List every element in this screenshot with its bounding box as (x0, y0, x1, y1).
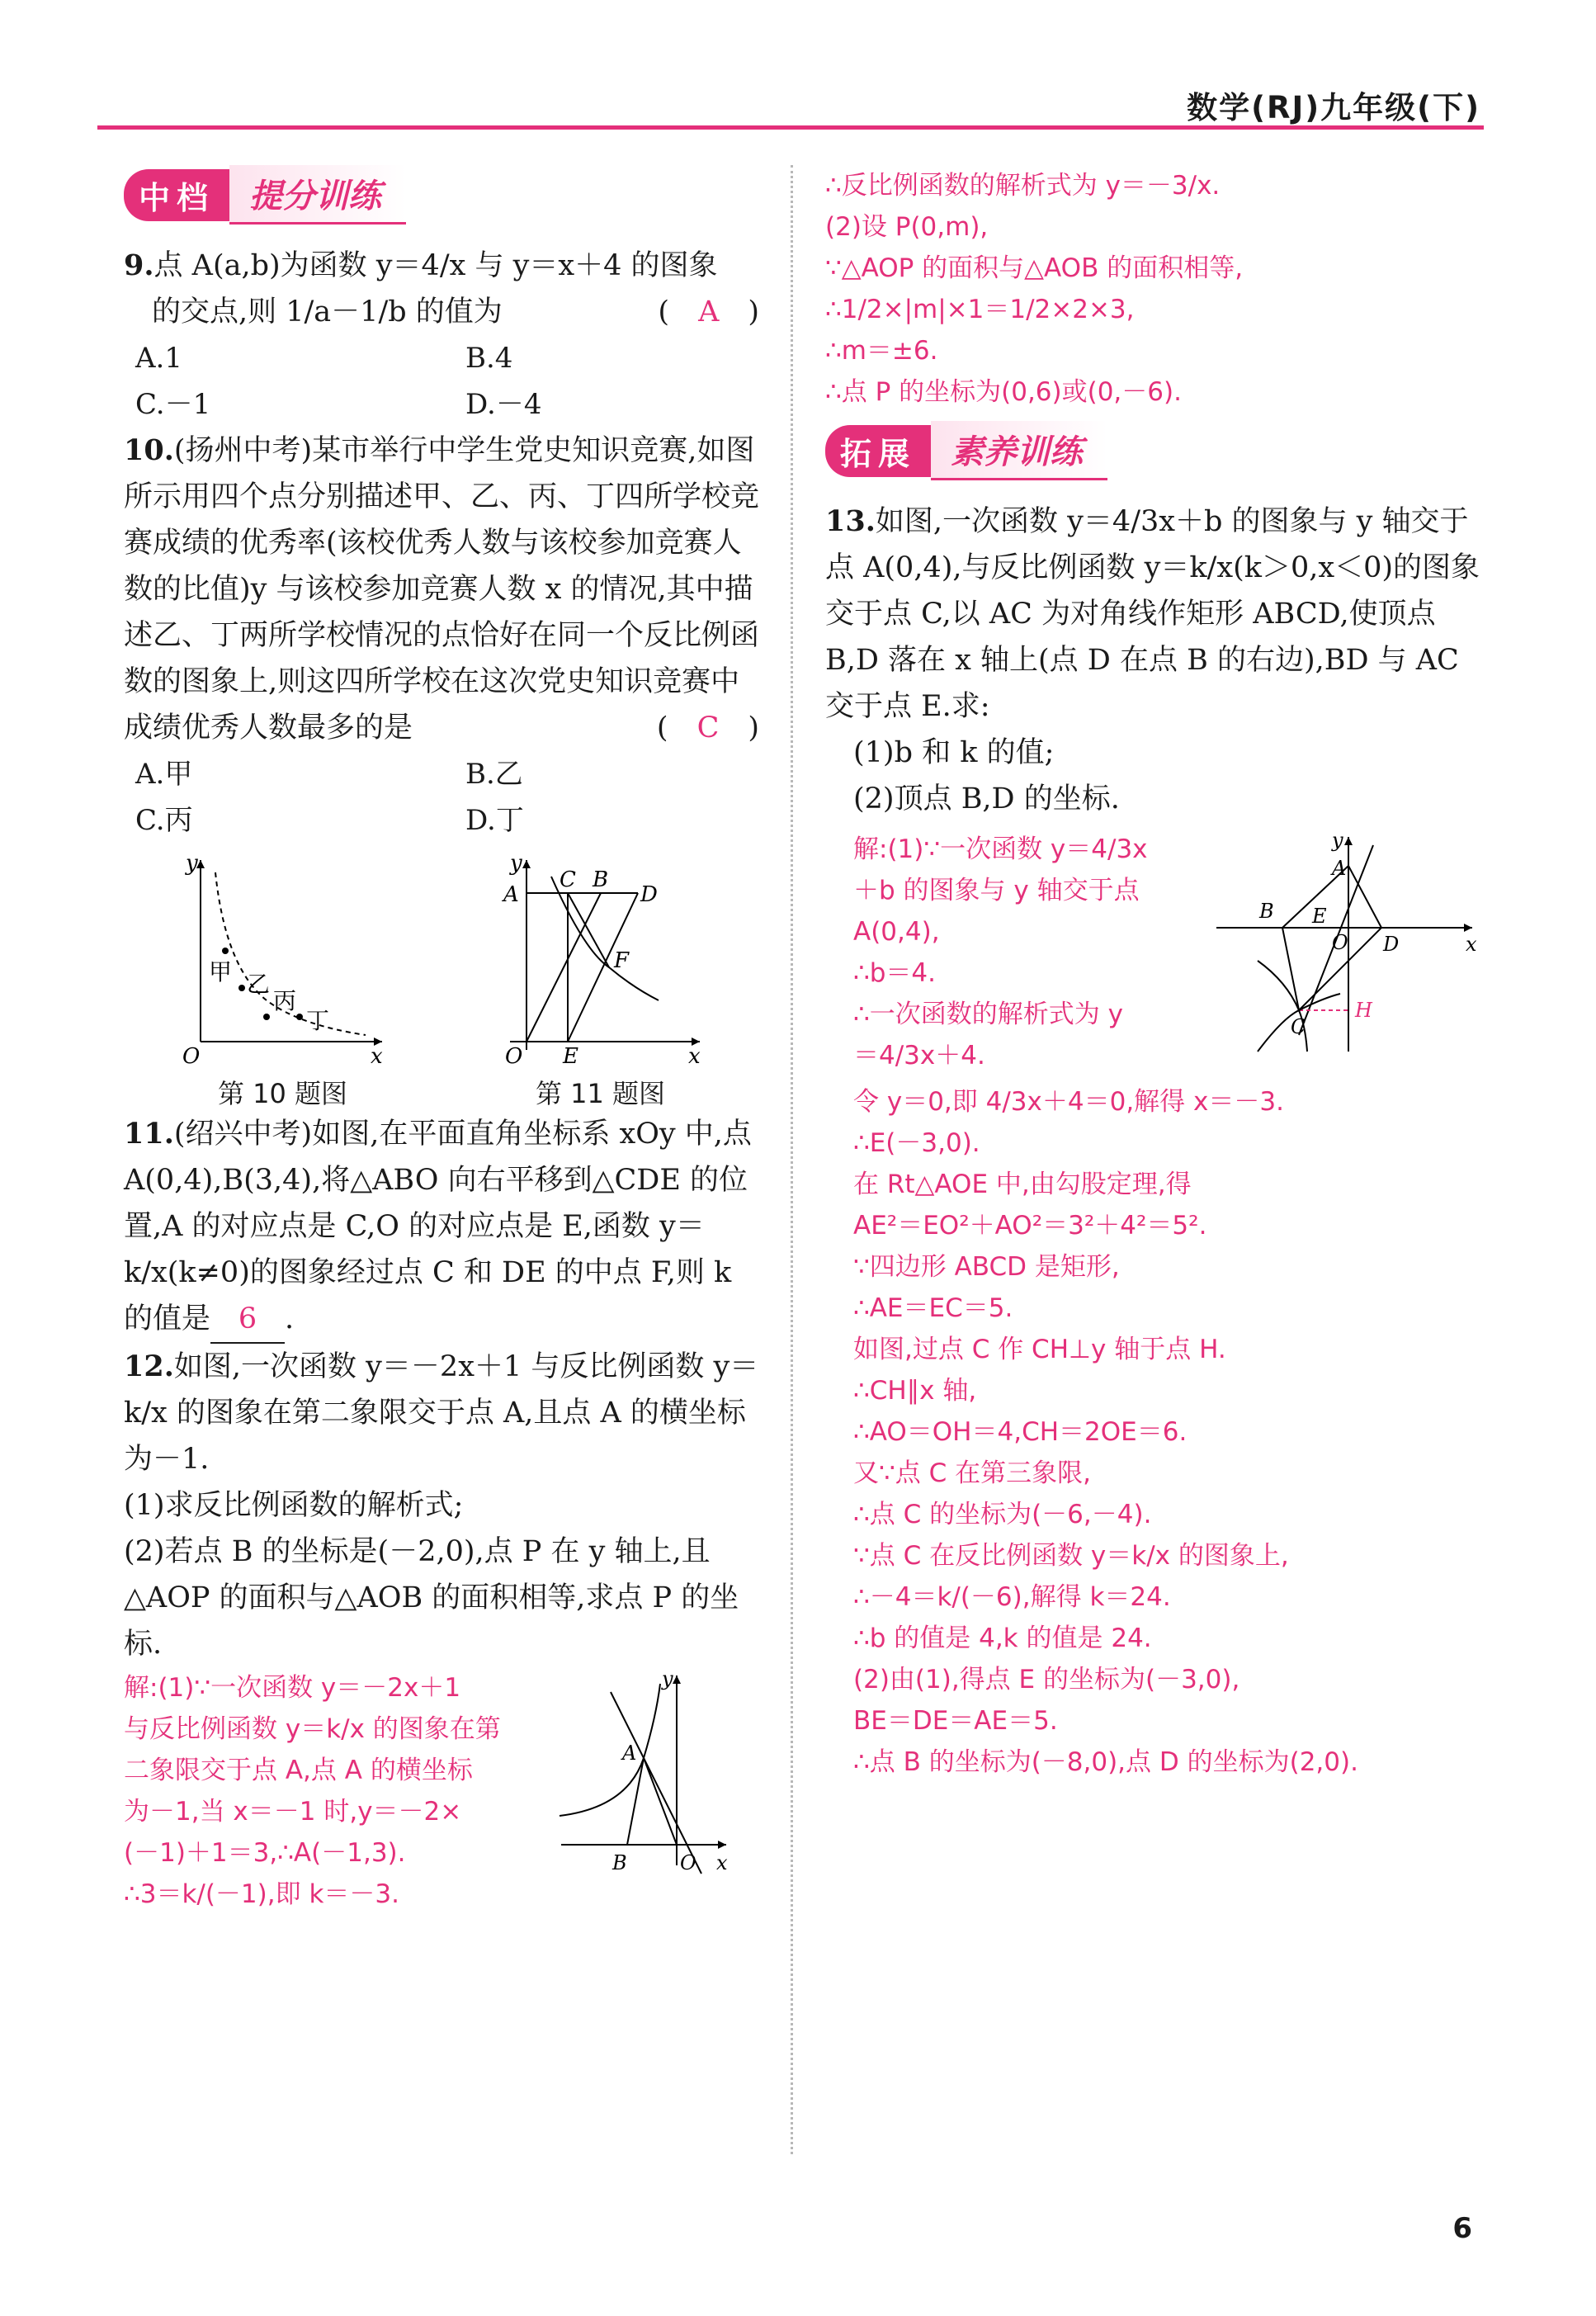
section-title: 素养训练 (931, 421, 1107, 480)
question-part-2: (2)顶点 B,D 的坐标. (853, 782, 1120, 815)
svg-text:A: A (622, 1742, 637, 1765)
solution-line: 解:(1)∵一次函数 y＝－2x＋1 (124, 1673, 461, 1703)
question-10 (124, 428, 759, 844)
period: . (285, 1302, 295, 1335)
solution-line: ∴b＝4. (853, 958, 936, 988)
solution-line: ∵△AOP 的面积与△AOB 的面积相等, (825, 253, 1244, 283)
solution-line: ∴1/2×|m|×1＝1/2×2×3, (825, 295, 1135, 324)
solution-continuation (825, 1081, 1485, 1783)
svg-text:B: B (1259, 900, 1274, 923)
choice-d: D.－4 (465, 388, 542, 421)
left-column (124, 165, 759, 1915)
point-label: 丁 (305, 1007, 329, 1034)
svg-text:B: B (612, 1851, 627, 1874)
section-title: 提分训练 (229, 165, 406, 225)
solution-line: ∵点 C 在反比例函数 y＝k/x 的图象上, (853, 1541, 1289, 1571)
svg-text:C: C (1291, 1015, 1306, 1038)
svg-text:E: E (1312, 905, 1327, 928)
question-part-2: (2)若点 B 的坐标是(－2,0),点 P 在 y 轴上,且△AOP 的面积与△AOB 的面积相等,求点 P 的坐标. (124, 1535, 739, 1661)
section-tag: 拓展 (825, 425, 936, 477)
question-number: 9. (124, 248, 154, 282)
figure-caption: 第 10 题图 (217, 1078, 348, 1109)
question-12 (124, 1344, 759, 1915)
figure-10 (176, 852, 390, 1111)
choice-a: A.甲 (135, 758, 193, 791)
figure-11-graph (493, 852, 708, 1066)
figure-12-graph (553, 1667, 734, 1882)
svg-text:A: A (503, 882, 519, 907)
choice-c: C.－1 (135, 388, 211, 421)
section-tag: 中档 (124, 169, 234, 221)
solution-line: ∴AO＝OH＝4,CH＝2OE＝6. (853, 1417, 1188, 1447)
solution-line: ∴m＝±6. (825, 336, 938, 366)
svg-text:x: x (1466, 933, 1477, 956)
svg-text:x: x (687, 1044, 701, 1066)
question-text: 点 A(a,b)为函数 y＝4/x 与 y＝x＋4 的图象 (153, 249, 718, 282)
solution-line: 二象限交于点 A,点 A 的横坐标 (124, 1756, 473, 1785)
figure-caption: 第 11 题图 (535, 1078, 666, 1109)
solution-line: ∴一次函数的解析式为 y (853, 1000, 1123, 1029)
question-text: 如图,一次函数 y＝4/3x＋b 的图象与 y 轴交于点 A(0,4),与反比例函数 y＝k/x(k＞0,x＜0)的图象交于点 C,以 AC 为对角线作矩形 ABCD,使顶点 B,D 落在 x 轴上(点 D 在点 B 的右边),BD 与 AC 交于点 E.求: (825, 505, 1480, 723)
right-column (825, 165, 1485, 1783)
solution-line: ∴点 C 的坐标为(－6,－4). (853, 1500, 1152, 1529)
svg-text:O: O (1332, 931, 1348, 954)
answer: A (698, 295, 720, 328)
svg-text:H: H (1355, 999, 1372, 1022)
answer-bracket: ( A ) (658, 295, 759, 328)
svg-text:A: A (1332, 857, 1347, 880)
svg-text:C: C (559, 867, 576, 892)
figure-11 (493, 852, 708, 1111)
solution-line: 与反比例函数 y＝k/x 的图象在第 (124, 1714, 501, 1744)
solution-line: ∴反比例函数的解析式为 y＝－3/x. (825, 171, 1221, 201)
choice-c: C.丙 (135, 804, 193, 837)
solution-line: ∴点 B 的坐标为(－8,0),点 D 的坐标为(2,0). (853, 1747, 1358, 1777)
choices (124, 751, 759, 844)
question-text: 的交点,则 1/a－1/b 的值为 (152, 295, 503, 328)
svg-text:D: D (1383, 933, 1400, 956)
solution-line: 令 y＝0,即 4/3x＋4＝0,解得 x＝－3. (853, 1087, 1284, 1117)
question-part-1: (1)求反比例函数的解析式; (124, 1489, 464, 1522)
solution-line: (2)由(1),得点 E 的坐标为(－3,0), (853, 1665, 1240, 1694)
solution-line: ∴－4＝k/(－6),解得 k＝24. (853, 1582, 1171, 1612)
solution-line: ＋b 的图象与 y 轴交于点 (853, 876, 1140, 905)
svg-text:O: O (504, 1044, 522, 1066)
page-number: 6 (1452, 2212, 1472, 2245)
question-number: 12. (124, 1349, 174, 1383)
solution-line: 解:(1)∵一次函数 y＝4/3x (853, 834, 1148, 864)
question-9 (124, 243, 759, 428)
question-number: 11. (124, 1117, 174, 1151)
question-text: (扬州中考)某市举行中学生党史知识竞赛,如图所示用四个点分别描述甲、乙、丙、丁四所学校竞赛成绩的优秀率(该校优秀人数与该校参加竞赛人数的比值)y 与该校参加竞赛人数 x 的情况,其中描述乙、丁两所学校情况的点恰好在同一个反比例函数的图象上,则这四所学校在这次党史知识竞赛中成绩优秀人数最多的是 (124, 434, 760, 744)
solution-line: ∴点 P 的坐标为(0,6)或(0,－6). (825, 377, 1182, 407)
solution-line: A(0,4), (853, 917, 940, 947)
solution-line: ∴E(－3,0). (853, 1128, 980, 1158)
axis-label-x: x (370, 1044, 383, 1066)
answer-bracket: ( C ) (656, 711, 759, 744)
question-11 (124, 1111, 759, 1344)
question-part-1: (1)b 和 k 的值; (853, 736, 1055, 769)
question-13 (825, 499, 1485, 1783)
solution-line: 如图,过点 C 作 CH⊥y 轴于点 H. (853, 1335, 1226, 1364)
solution-block (825, 829, 1485, 1076)
column-divider (791, 165, 793, 2154)
solution-line: 为－1,当 x＝－1 时,y＝－2× (124, 1797, 462, 1827)
solution-line: ＝4/3x＋4. (853, 1041, 985, 1071)
figure-row (124, 852, 759, 1111)
solution-line: BE＝DE＝AE＝5. (853, 1706, 1058, 1736)
choice-a: A.1 (135, 342, 182, 375)
point-label: 乙 (246, 971, 270, 998)
answer-blank: 6 (210, 1296, 285, 1344)
axis-label-y: y (185, 852, 198, 876)
solution-line: ∴3＝k/(－1),即 k＝－3. (124, 1879, 399, 1909)
solution-line: ∴b 的值是 4,k 的值是 24. (853, 1624, 1152, 1653)
point-label: 甲 (208, 958, 232, 985)
svg-text:F: F (613, 948, 629, 973)
svg-text:O: O (680, 1851, 696, 1874)
choice-b: B.4 (465, 342, 513, 375)
origin-label: O (182, 1044, 200, 1066)
q12-continuation (825, 165, 1485, 413)
svg-text:y: y (662, 1667, 673, 1690)
question-number: 10. (124, 433, 174, 467)
point-label: 丙 (272, 987, 296, 1014)
solution-block (124, 1667, 759, 1915)
svg-text:E: E (562, 1044, 578, 1066)
solution-line: (2)设 P(0,m), (825, 212, 989, 242)
solution-line: ∵四边形 ABCD 是矩形, (853, 1252, 1120, 1282)
solution-line: ∴AE＝EC＝5. (853, 1293, 1013, 1323)
solution-line: (－1)＋1＝3,∴A(－1,3). (124, 1838, 406, 1868)
solution-line: 在 Rt△AOE 中,由勾股定理,得 (853, 1170, 1192, 1199)
section-badge-mid (124, 168, 759, 221)
svg-text:y: y (509, 852, 522, 876)
svg-text:x: x (716, 1851, 728, 1874)
choice-d: D.丁 (465, 804, 524, 837)
header-title: 数学(RJ)九年级(下) (1187, 90, 1480, 125)
question-text: 如图,一次函数 y＝－2x＋1 与反比例函数 y＝k/x 的图象在第二象限交于点 A,且点 A 的横坐标为－1. (124, 1350, 759, 1476)
svg-text:y: y (1332, 829, 1343, 852)
header-rule (97, 125, 1484, 130)
svg-text:B: B (592, 867, 608, 892)
answer: C (696, 711, 720, 744)
solution-line: ∴CH∥x 轴, (853, 1376, 977, 1406)
figure-10-graph (176, 852, 390, 1066)
question-text: (绍兴中考)如图,在平面直角坐标系 xOy 中,点 A(0,4),B(3,4),将△ABO 向右平移到△CDE 的位置,A 的对应点是 C,O 的对应点是 E,函数 y＝k/x(k≠0)的图象经过点 C 和 DE 的中点 F,则 k 的值是 (124, 1118, 752, 1335)
section-badge-ext (825, 424, 1485, 477)
question-number: 13. (825, 504, 876, 538)
solution-line: 又∵点 C 在第三象限, (853, 1458, 1091, 1488)
choices (124, 335, 759, 428)
solution-line: AE²＝EO²＋AO²＝3²＋4²＝5². (853, 1211, 1207, 1241)
svg-text:D: D (640, 882, 658, 907)
choice-b: B.乙 (465, 758, 523, 791)
figure-13-graph (1208, 829, 1480, 1060)
